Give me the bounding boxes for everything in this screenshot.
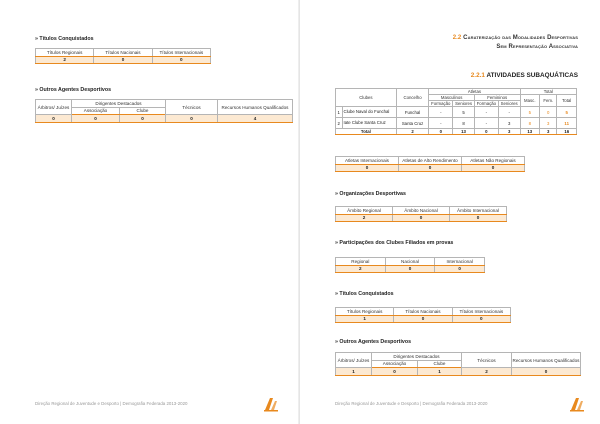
table-header: Internacional — [435, 258, 485, 266]
titulos-table — [35, 48, 211, 64]
table-header: Âmbito Internacional — [450, 207, 507, 215]
section-title: 2.2.1 ATIVIDADES SUBAQUÁTICAS — [470, 72, 578, 79]
table-header: Clubes — [336, 89, 397, 107]
titulos-table-right — [335, 307, 511, 323]
table-cell: 0 — [394, 315, 452, 323]
table-cell: 0 — [512, 368, 581, 376]
table-cell: 0 — [120, 115, 166, 123]
footer-text: Direção Regional de Juventude e Desporto | Demografia Federada 2013-2020 — [35, 401, 188, 406]
table-header: Títulos Internacionais — [152, 49, 210, 57]
org-heading: » Organizações Desportivas — [335, 191, 406, 197]
table-cell: 0 — [372, 368, 418, 376]
table-cell: 0 — [166, 115, 218, 123]
table-cell: 2 — [336, 214, 393, 222]
table-header: Técnicos — [462, 353, 512, 368]
table-cell: 0 — [152, 56, 210, 64]
table-header: Títulos Regionais — [36, 49, 94, 57]
table-cell: 1 — [418, 368, 462, 376]
page-logo-icon — [264, 396, 278, 412]
table-header: Títulos Internacionais — [452, 308, 510, 316]
total-row: Total 2 0 13 0 3 13 3 16 — [336, 129, 577, 135]
table-header: Total — [520, 89, 576, 95]
table-cell: 0 — [435, 265, 485, 273]
table-header: Seniores — [498, 101, 520, 107]
table-header: Nacional — [385, 258, 435, 266]
table-row: 1 Clube Naval do Funchal Funchal - 5 - - 5 0 5 — [336, 107, 577, 118]
table-header: Seniores — [453, 101, 475, 107]
table-header: Técnicos — [166, 100, 218, 115]
table-header: Recursos Humanos Qualificados — [218, 100, 293, 115]
agentes-heading: » Outros Agentes Desportivos — [35, 87, 112, 93]
table-header: Árbitros/ Juízes — [36, 100, 72, 115]
table-cell: 0 — [385, 265, 435, 273]
table-header: Atletas Internacionais — [336, 157, 399, 165]
page-logo-icon — [570, 396, 584, 412]
table-cell: 0 — [462, 164, 525, 172]
titulos-heading-right: » Títulos Conquistados — [335, 291, 394, 297]
part-table — [335, 257, 485, 273]
table-header: Clube — [120, 107, 166, 115]
org-table — [335, 206, 507, 222]
chapter-subtitle: Sem Representação Associativa — [496, 44, 578, 50]
table-header: Recursos Humanos Qualificados — [512, 353, 581, 368]
table-header: Clube — [418, 360, 462, 368]
titulos-heading: » Títulos Conquistados — [35, 36, 94, 42]
table-header: Títulos Nacionais — [94, 49, 152, 57]
table-cell: 2 — [462, 368, 512, 376]
table-cell: 0 — [36, 115, 72, 123]
agentes-heading-right: » Outros Agentes Desportivos — [335, 339, 412, 345]
table-header: Total — [557, 95, 577, 107]
table-header: Títulos Nacionais — [394, 308, 452, 316]
table-header: Dirigentes Destacados — [72, 100, 166, 108]
footer-text-right: Direção Regional de Juventude e Desporto | Demografia Federada 2013-2020 — [335, 401, 488, 406]
table-cell: 0 — [72, 115, 120, 123]
table-cell: 0 — [336, 164, 399, 172]
table-header: Atletas de Alto Rendimento — [399, 157, 462, 165]
table-cell: 4 — [218, 115, 293, 123]
chapter-title: 2.2 Caraterização das Modalidades Desportivas — [452, 35, 578, 41]
table-header: Títulos Regionais — [336, 308, 394, 316]
atletas-extra-table — [335, 156, 525, 172]
table-cell: 0 — [94, 56, 152, 64]
table-cell: 1 — [336, 368, 372, 376]
table-cell: 0 — [452, 315, 510, 323]
table-header: Atletas Não Regionais — [462, 157, 525, 165]
table-cell: 1 — [336, 315, 394, 323]
table-header: Masc. — [520, 95, 540, 107]
table-header: Formação — [429, 101, 453, 107]
table-header: Formação — [474, 101, 498, 107]
agentes-table — [35, 99, 293, 123]
table-header: Femininos — [474, 95, 520, 101]
table-header: Âmbito Nacional — [393, 207, 450, 215]
table-header: Concelho — [396, 89, 429, 107]
table-cell: 2 — [36, 56, 94, 64]
table-cell: 2 — [336, 265, 386, 273]
table-header: Associação — [372, 360, 418, 368]
table-cell: 0 — [450, 214, 507, 222]
table-row: 2 Iate Clube Santa Cruz Santa Cruz - 8 - 3 8 3 11 — [336, 118, 577, 129]
table-header: Atletas — [429, 89, 520, 95]
table-header: Árbitros/ Juízes — [336, 353, 372, 368]
table-cell: 0 — [393, 214, 450, 222]
agentes-table-right — [335, 352, 581, 376]
atletas-main-table — [335, 88, 577, 135]
table-header: Associação — [72, 107, 120, 115]
table-header: Dirigentes Destacados — [372, 353, 462, 361]
part-heading: » Participações dos Clubes Filiados em provas — [335, 240, 454, 246]
table-header: Regional — [336, 258, 386, 266]
right-page — [300, 0, 600, 424]
table-header: Âmbito Regional — [336, 207, 393, 215]
table-header: Fem. — [540, 95, 557, 107]
table-cell: 0 — [399, 164, 462, 172]
table-header: Masculinos — [429, 95, 475, 101]
